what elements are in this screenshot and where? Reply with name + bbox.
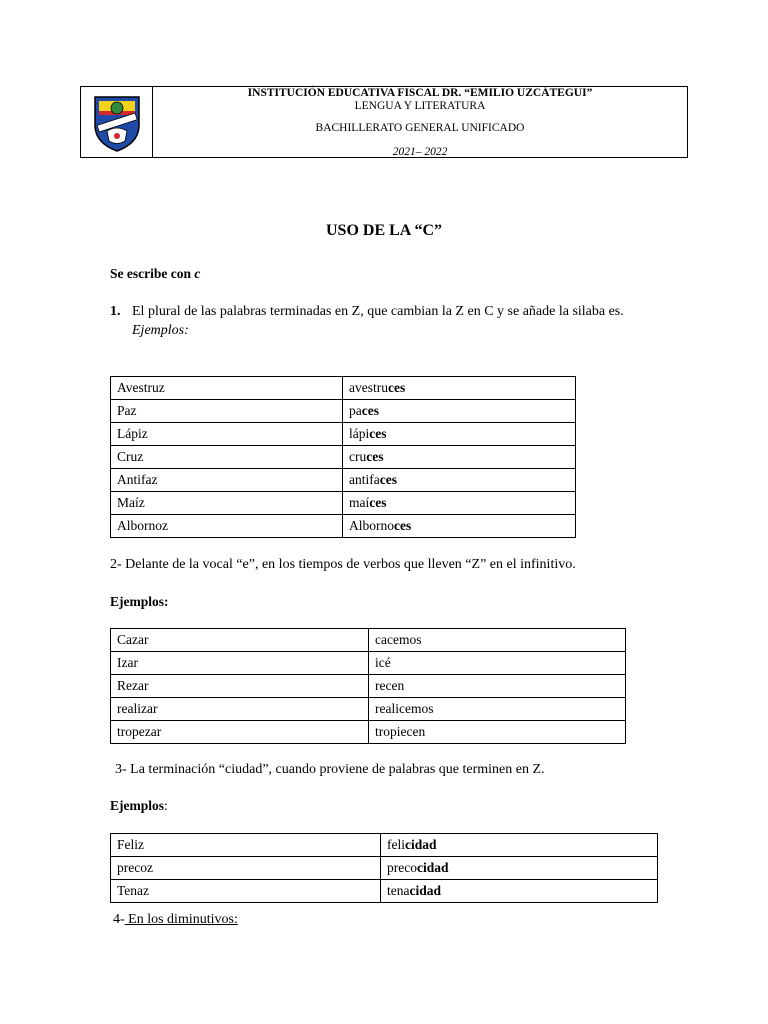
word-base: avestru	[349, 380, 388, 395]
table-row	[111, 446, 576, 469]
plural-cell	[343, 446, 576, 469]
word-cell	[111, 721, 369, 744]
word-cell	[111, 629, 369, 652]
table-row	[111, 652, 626, 675]
word-suffix: ces	[361, 403, 379, 418]
form-cell	[369, 629, 626, 652]
rule-3-text: 3- La terminación “ciudad”, cuando proviene de palabras que terminen en Z.	[115, 762, 545, 777]
verb-form: cacemos	[375, 632, 422, 647]
word: Feliz	[117, 837, 144, 852]
subheading	[110, 266, 200, 282]
subheading-letter: c	[194, 266, 201, 281]
plural-cell	[381, 880, 658, 903]
word-cell	[111, 515, 343, 538]
rule-4-text: En los diminutivos:	[124, 912, 238, 927]
verb: realizar	[117, 701, 158, 716]
header-text	[153, 87, 687, 157]
word-suffix: cidad	[416, 860, 449, 875]
rule-4-prefix: 4-	[113, 912, 125, 927]
page-title: USO DE LA “C”	[325, 222, 443, 239]
table-row	[111, 515, 576, 538]
rule-3-examples-label	[110, 798, 168, 814]
word-base: preco	[387, 860, 417, 875]
word-cell	[111, 834, 381, 857]
table-row	[111, 423, 576, 446]
word-suffix: ces	[394, 518, 412, 533]
form-cell	[369, 721, 626, 744]
word-base: maí	[349, 495, 370, 510]
word-base: antifa	[349, 472, 380, 487]
table-row	[111, 377, 576, 400]
word: Lápiz	[117, 426, 148, 441]
plural-cell	[343, 423, 576, 446]
form-cell	[369, 675, 626, 698]
table-row	[111, 492, 576, 515]
word: Albornoz	[117, 518, 168, 533]
rule-4	[113, 912, 238, 928]
word: Tenaz	[117, 883, 150, 898]
table-row	[111, 629, 626, 652]
verb-form: realicemos	[375, 701, 434, 716]
word-cell	[111, 400, 343, 423]
form-cell	[369, 652, 626, 675]
rule-1	[110, 302, 658, 340]
word-base: lápi	[349, 426, 370, 441]
verb-form: icé	[375, 655, 391, 670]
rule-1-examples-label: Ejemplos:	[132, 323, 189, 338]
verb: Rezar	[117, 678, 149, 693]
rule-3-examples-punct: :	[164, 798, 168, 813]
table-row	[111, 469, 576, 492]
rule-1-number: 1.	[110, 304, 121, 319]
word-base: feli	[387, 837, 405, 852]
subheading-prefix: Se escribe con	[110, 266, 195, 281]
school-crest-icon	[89, 91, 145, 153]
header-box	[80, 86, 688, 158]
plural-cell	[343, 377, 576, 400]
institution-name: INSTITUCIÓN EDUCATIVA FISCAL DR. “EMILIO UZCÁTEGUI”	[247, 87, 593, 99]
rule-2-examples-label: Ejemplos:	[110, 594, 169, 609]
table-row	[111, 834, 658, 857]
word-suffix: ces	[379, 472, 397, 487]
word-suffix: cidad	[405, 837, 437, 852]
program-name: BACHILLERATO GENERAL UNIFICADO	[315, 122, 525, 135]
rule-3-examples-word: Ejemplos	[110, 798, 164, 813]
word-cell	[111, 492, 343, 515]
word: Cruz	[117, 449, 144, 464]
subject-name: LENGUA Y LITERATURA	[354, 100, 486, 113]
table-row	[111, 675, 626, 698]
word-cell	[111, 469, 343, 492]
word-suffix: ces	[387, 380, 406, 395]
verb-form: tropiecen	[375, 724, 426, 739]
word: precoz	[117, 860, 153, 875]
word: Maíz	[117, 495, 145, 510]
logo-cell	[81, 87, 153, 157]
word: Paz	[117, 403, 137, 418]
form-cell	[369, 698, 626, 721]
word-cell	[111, 652, 369, 675]
word-base: Alborno	[349, 518, 394, 533]
verb-form: recen	[375, 678, 405, 693]
verb: Izar	[117, 655, 138, 670]
word-base: tena	[387, 883, 410, 898]
word-cell	[111, 698, 369, 721]
plural-cell	[381, 834, 658, 857]
plural-cell	[343, 492, 576, 515]
table-row	[111, 721, 626, 744]
word-cell	[111, 377, 343, 400]
plural-cell	[381, 857, 658, 880]
word-base: cru	[349, 449, 367, 464]
word-cell	[111, 880, 381, 903]
word-cell	[111, 423, 343, 446]
word-suffix: ces	[366, 449, 384, 464]
word: Antifaz	[117, 472, 158, 487]
table-row	[111, 880, 658, 903]
rule-2-text: 2- Delante de la vocal “e”, en los tiempos de verbos que lleven “Z” en el infinitivo.	[110, 557, 576, 572]
word: Avestruz	[117, 380, 165, 395]
plural-cell	[343, 515, 576, 538]
school-years: 2021– 2022	[392, 145, 448, 158]
word-suffix: cidad	[409, 883, 442, 898]
verb: tropezar	[117, 724, 162, 739]
plural-cell	[343, 469, 576, 492]
word-cell	[111, 675, 369, 698]
plural-cell	[343, 400, 576, 423]
word-cell	[111, 446, 343, 469]
examples-table-3	[110, 833, 658, 903]
verb: Cazar	[117, 632, 149, 647]
table-row	[111, 857, 658, 880]
table-row	[111, 400, 576, 423]
table-row	[111, 698, 626, 721]
word-base: pa	[349, 403, 362, 418]
examples-table-2	[110, 628, 626, 744]
examples-table-1	[110, 376, 576, 538]
word-cell	[111, 857, 381, 880]
word-suffix: ces	[369, 495, 387, 510]
rule-1-text: El plural de las palabras terminadas en Z, que cambian la Z en C y se añade la silaba es.	[132, 304, 624, 319]
word-suffix: ces	[369, 426, 387, 441]
